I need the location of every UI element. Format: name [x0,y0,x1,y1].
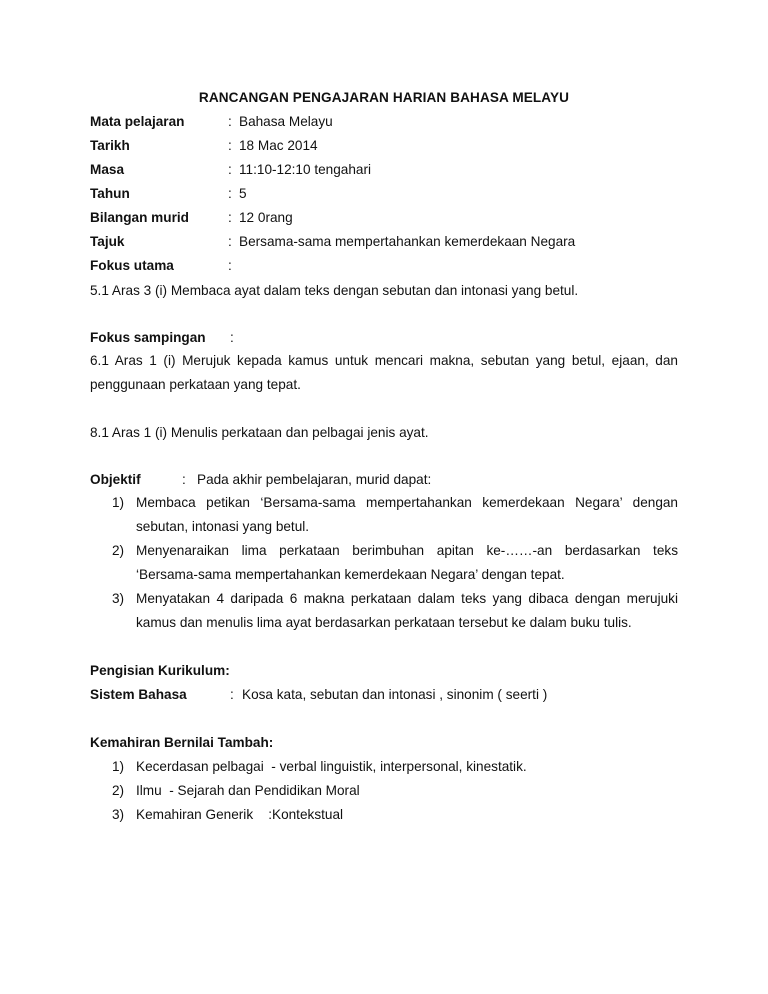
item-text: Menyenaraikan lima perkataan berimbuhan apitan ke-……-an berdasarkan teks ‘Bersama-sama mempertahankan kemerdekaan Negara’ dengan tepat. [136,543,678,582]
field-label: Sistem Bahasa [90,687,187,702]
item-number: 1) [112,759,125,774]
item-text: Ilmu - Sejarah dan Pendidikan Moral [136,783,360,798]
field-colon: : [228,186,232,201]
field-value: Bersama-sama mempertahankan kemerdekaan Negara [239,234,576,249]
field-value: 18 Mac 2014 [239,138,318,153]
field-value: Kosa kata, sebutan dan intonasi , sinonim ( seerti ) [242,687,548,702]
field-colon: : [230,330,234,345]
field-colon: : [228,138,232,153]
item-text: Kemahiran Generik :Kontekstual [136,807,344,822]
objektif-intro: Pada akhir pembelajaran, murid dapat: [197,472,432,487]
field-colon: : [182,472,186,487]
pengisian-kurikulum-heading: Pengisian Kurikulum: [90,663,230,678]
field-colon: : [230,687,234,702]
document-title: RANCANGAN PENGAJARAN HARIAN BAHASA MELAYU [198,90,570,105]
field-label: Tahun [90,186,130,201]
kemahiran-item [112,755,678,779]
objektif-item [112,539,678,587]
item-number: 3) [112,591,125,606]
item-text: Menyatakan 4 daripada 6 makna perkataan dalam teks yang dibaca dengan merujuki kamus dan menulis lima ayat berdasarkan perkataan tersebut ke dalam buku tulis. [136,591,678,630]
objektif-item [112,491,678,539]
field-colon: : [228,234,232,249]
fokus-sampingan-item-1: 6.1 Aras 1 (i) Merujuk kepada kamus untuk mencari makna, sebutan yang betul, ejaan, dan penggunaan perkataan yang tepat. [90,353,678,392]
field-value: 5 [239,186,247,201]
objektif-label: Objektif [90,472,141,487]
field-label: Tarikh [90,138,130,153]
field-value: 12 0rang [239,210,293,225]
field-label: Tajuk [90,234,125,249]
objektif-item [112,587,678,635]
kemahiran-item [112,779,678,803]
field-label: Mata pelajaran [90,114,185,129]
field-label: Fokus utama [90,258,174,273]
kemahiran-heading: Kemahiran Bernilai Tambah: [90,735,274,750]
item-number: 2) [112,783,125,798]
field-colon: : [228,258,232,273]
item-number: 1) [112,495,125,510]
field-label: Masa [90,162,125,177]
item-number: 3) [112,807,125,822]
field-colon: : [228,210,232,225]
item-text: Membaca petikan ‘Bersama-sama mempertahankan kemerdekaan Negara’ dengan sebutan, intonasi yang betul. [136,495,678,534]
field-value: Bahasa Melayu [239,114,333,129]
field-value: 11:10-12:10 tengahari [239,162,372,177]
field-label: Bilangan murid [90,210,189,225]
fokus-sampingan-item-2: 8.1 Aras 1 (i) Menulis perkataan dan pelbagai jenis ayat. [90,425,429,440]
field-colon: : [228,162,232,177]
item-number: 2) [112,543,125,558]
fokus-sampingan-label: Fokus sampingan [90,330,206,345]
field-colon: : [228,114,232,129]
kemahiran-item [112,803,678,827]
item-text: Kecerdasan pelbagai - verbal linguistik, interpersonal, kinestatik. [136,759,527,774]
fokus-utama-text: 5.1 Aras 3 (i) Membaca ayat dalam teks dengan sebutan dan intonasi yang betul. [90,283,579,298]
